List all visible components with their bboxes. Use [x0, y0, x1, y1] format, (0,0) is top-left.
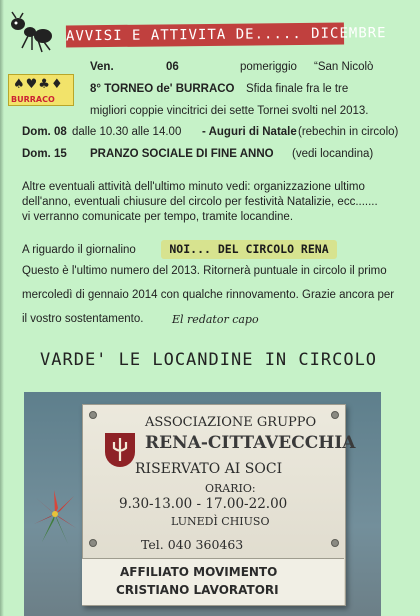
para2-line-2: mercoledì di gennaio 2014 con qualche rinnovamento. Grazie ancora per [22, 289, 395, 301]
screw-icon [331, 411, 339, 419]
para2-line-3: il vostro sostentamento. [22, 313, 144, 325]
plaque-line-3: RISERVATO AI SOCI [135, 461, 283, 477]
dom15-event: PRANZO SOCIALE DI FINE ANNO [90, 148, 274, 160]
burraco-title: 8° TORNEO de' BURRACO [90, 83, 235, 95]
ven-num: 06 [166, 61, 179, 73]
screw-icon [89, 411, 97, 419]
plaque-affiliation-strip [82, 558, 344, 605]
dom08-note: (rebechin in circolo) [298, 126, 399, 138]
dom15-day: Dom. 15 [22, 148, 67, 160]
screw-icon [89, 539, 97, 547]
logo-brand-label: BURRACO [11, 95, 55, 104]
card-suits-icon: ♠♥♣♦ [13, 77, 64, 92]
para1-line-1: Altre eventuali attività dell'ultimo minuto vedi: organizzazione ultimo [22, 181, 365, 193]
plaque-line-2: RENA-CITTAVECCHIA [145, 433, 356, 453]
para1-line-2: dell'anno, eventuali chiusure del circolo per festività Natalizie, ecc....... [22, 196, 378, 208]
plaque-line-4: ORARIO: [205, 482, 256, 495]
trident-shield-icon [105, 433, 135, 467]
plaque-line-1: ASSOCIAZIONE GRUPPO [145, 415, 317, 430]
poinsettia-icon [28, 484, 82, 548]
dom15-note: (vedi locandina) [292, 148, 374, 160]
signature: El redator capo [172, 313, 259, 326]
newsletter-name-badge: NOI... DEL CIRCOLO RENA [161, 240, 337, 259]
dom08-time: dalle 10.30 alle 14.00 [72, 126, 182, 138]
section-headline: VARDE' LE LOCANDINE IN CIRCOLO [40, 350, 378, 370]
dom08-day: Dom. 08 [22, 126, 67, 138]
burraco-cards-icon [8, 74, 74, 106]
ant-icon [8, 12, 54, 54]
screw-icon [331, 539, 339, 547]
plaque-line-8: AFFILIATO MOVIMENTO [120, 565, 278, 579]
plaque-line-6: LUNEDÌ CHIUSO [171, 515, 270, 528]
plaque-line-7: Tel. 040 360463 [141, 537, 244, 552]
para1-line-3: vi verranno comunicate per tempo, tramite locandine. [22, 211, 294, 223]
plaque-line-5: 9.30-13.00 - 17.00-22.00 [119, 496, 288, 512]
page-title: AVVISI E ATTIVITA DE..... DICEMBRE [66, 23, 344, 48]
scan-edge [0, 0, 4, 616]
burraco-desc: Sfida finale fra le tre [246, 83, 349, 95]
para2-intro: A riguardo il giornalino [22, 244, 136, 256]
dom08-event: - Auguri di Natale [202, 126, 297, 138]
plaque-photo [24, 392, 381, 616]
burraco-desc-2: migliori coppie vincitrici dei sette Tornei svolti nel 2013. [90, 105, 369, 117]
ven-event: “San Nicolò [314, 61, 374, 73]
plaque-line-9: CRISTIANO LAVORATORI [116, 583, 279, 597]
para2-line-1: Questo è l'ultimo numero del 2013. Ritornerà puntuale in circolo il primo [22, 265, 387, 277]
ven-time: pomeriggio [240, 61, 297, 73]
ven-day: Ven. [90, 61, 114, 73]
